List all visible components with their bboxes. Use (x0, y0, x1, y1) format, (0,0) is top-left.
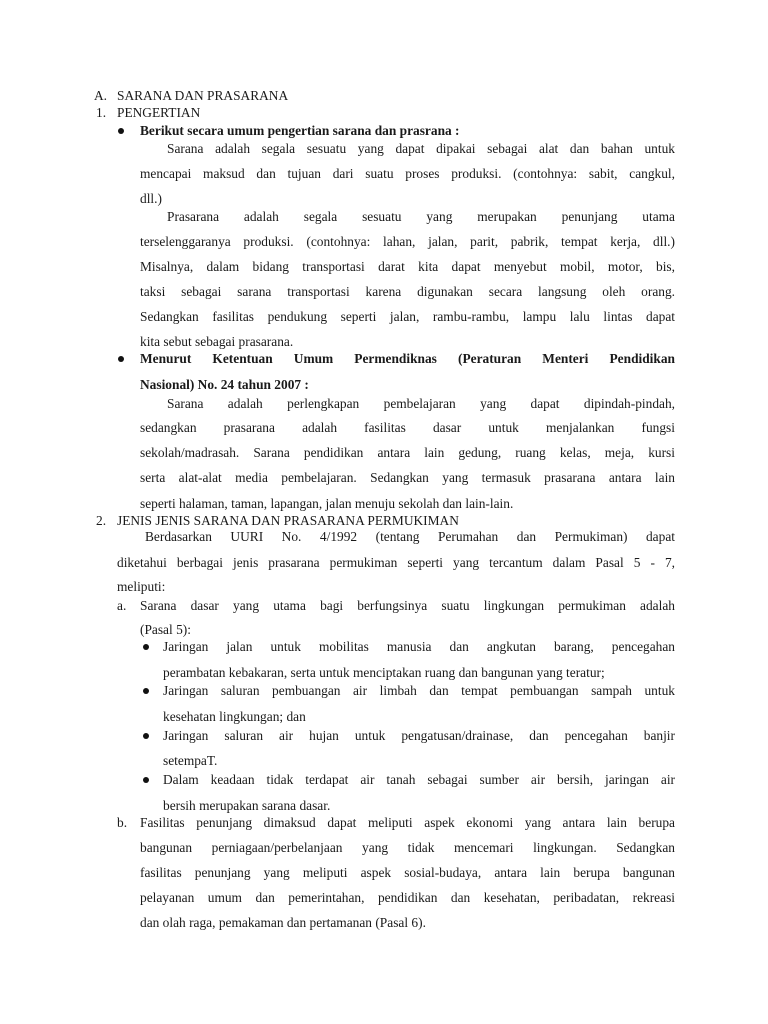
bullet-2-marker (118, 356, 124, 362)
sub-a-marker: a. (117, 598, 127, 613)
sub-a-bullet-line-1: Dalam keadaan tidak terdapat air tanah sebagai sumber air bersih, jaringan air (163, 772, 675, 787)
sub-a-bullet-line-2: kesehatan lingkungan; dan (163, 709, 306, 724)
bullet-2-line: seperti halaman, taman, lapangan, jalan menuju sekolah dan lain-lain. (140, 496, 514, 511)
bullet-1-line: terselenggaranya produksi. (contohnya: lahan, jalan, parit, pabrik, tempat kerja, dll.) (140, 234, 675, 249)
bullet-2-heading-line-1: Menurut Ketentuan Umum Permendiknas (Peraturan Menteri Pendidikan (140, 351, 675, 366)
bullet-1-line: Sarana adalah segala sesuatu yang dapat dipakai sebagai alat dan bahan untuk (167, 141, 675, 156)
item-2-title: JENIS JENIS SARANA DAN PRASARANA PERMUKIMAN (117, 513, 459, 528)
item-2-intro-line: meliputi: (117, 579, 166, 594)
section-a-title: SARANA DAN PRASARANA (117, 88, 289, 103)
sub-a-line: (Pasal 5): (140, 622, 191, 637)
bullet-1-heading: Berikut secara umum pengertian sarana dan prasrana : (140, 123, 460, 138)
bullet-1-line: taksi sebagai sarana transportasi karena digunakan secara langsung oleh orang. (140, 284, 675, 299)
sub-a-bullet-line-2: setempaT. (163, 753, 218, 768)
sub-a-bullet-line-2: perambatan kebakaran, serta untuk menciptakan ruang dan bangunan yang teratur; (163, 665, 605, 680)
item-2-marker: 2. (96, 513, 107, 528)
bullet-2-line: sekolah/madrasah. Sarana pendidikan antara lain gedung, ruang kelas, meja, kursi (140, 445, 675, 460)
sub-a-bullet-line-1: Jaringan saluran pembuangan air limbah dan tempat pembuangan sampah untuk (163, 683, 675, 698)
section-a-marker: A. (94, 88, 108, 103)
sub-a-bullet-line-1: Jaringan saluran air hujan untuk pengatusan/drainase, dan pencegahan banjir (163, 728, 675, 743)
sub-a-bullet-marker (143, 644, 149, 650)
sub-a-bullet-line-2: bersih merupakan sarana dasar. (163, 798, 331, 813)
item-1-title: PENGERTIAN (117, 105, 201, 120)
bullet-2-line: Sarana adalah perlengkapan pembelajaran yang dapat dipindah-pindah, (167, 396, 675, 411)
sub-b-line: Fasilitas penunjang dimaksud dapat meliputi aspek ekonomi yang antara lain berupa (140, 815, 675, 830)
sub-a-bullet-marker (143, 777, 149, 783)
sub-b-line: bangunan perniagaan/perbelanjaan yang tidak mencemari lingkungan. Sedangkan (140, 840, 675, 855)
sub-a-line: Sarana dasar yang utama bagi berfungsinya suatu lingkungan permukiman adalah (140, 598, 675, 613)
item-1-marker: 1. (96, 105, 107, 120)
bullet-1-marker (118, 128, 124, 134)
sub-b-line: fasilitas penunjang yang meliputi aspek sosial-budaya, antara lain berupa bangunan (140, 865, 675, 880)
bullet-2-heading-line-2: Nasional) No. 24 tahun 2007 : (140, 377, 309, 392)
bullet-2-line: serta alat-alat media pembelajaran. Sedangkan yang termasuk prasarana antara lain (140, 470, 675, 485)
bullet-2-line: sedangkan prasarana adalah fasilitas dasar untuk menjalankan fungsi (140, 420, 675, 435)
bullet-1-line: Misalnya, dalam bidang transportasi darat kita dapat menyebut mobil, motor, bis, (140, 259, 675, 274)
bullet-1-line: Prasarana adalah segala sesuatu yang merupakan penunjang utama (167, 209, 675, 224)
sub-b-marker: b. (117, 815, 128, 830)
bullet-1-line: mencapai maksud dan tujuan dari suatu proses produksi. (contohnya: sabit, cangkul, (140, 166, 675, 181)
sub-a-bullet-line-1: Jaringan jalan untuk mobilitas manusia dan angkutan barang, pencegahan (163, 639, 675, 654)
sub-a-bullet-marker (143, 688, 149, 694)
item-2-intro-line: Berdasarkan UURI No. 4/1992 (tentang Perumahan dan Permukiman) dapat (145, 529, 675, 544)
bullet-1-line: Sedangkan fasilitas pendukung seperti jalan, rambu-rambu, lampu lalu lintas dapat (140, 309, 675, 324)
sub-a-bullet-marker (143, 733, 149, 739)
bullet-1-line: kita sebut sebagai prasarana. (140, 334, 294, 349)
sub-b-line: pelayanan umum dan pemerintahan, pendidikan dan kesehatan, peribadatan, rekreasi (140, 890, 675, 905)
bullet-1-line: dll.) (140, 191, 162, 206)
sub-b-line: dan olah raga, pemakaman dan pertamanan (Pasal 6). (140, 915, 426, 930)
item-2-intro-line: diketahui berbagai jenis prasarana permukiman seperti yang tercantum dalam Pasal 5 - 7, (117, 555, 675, 570)
